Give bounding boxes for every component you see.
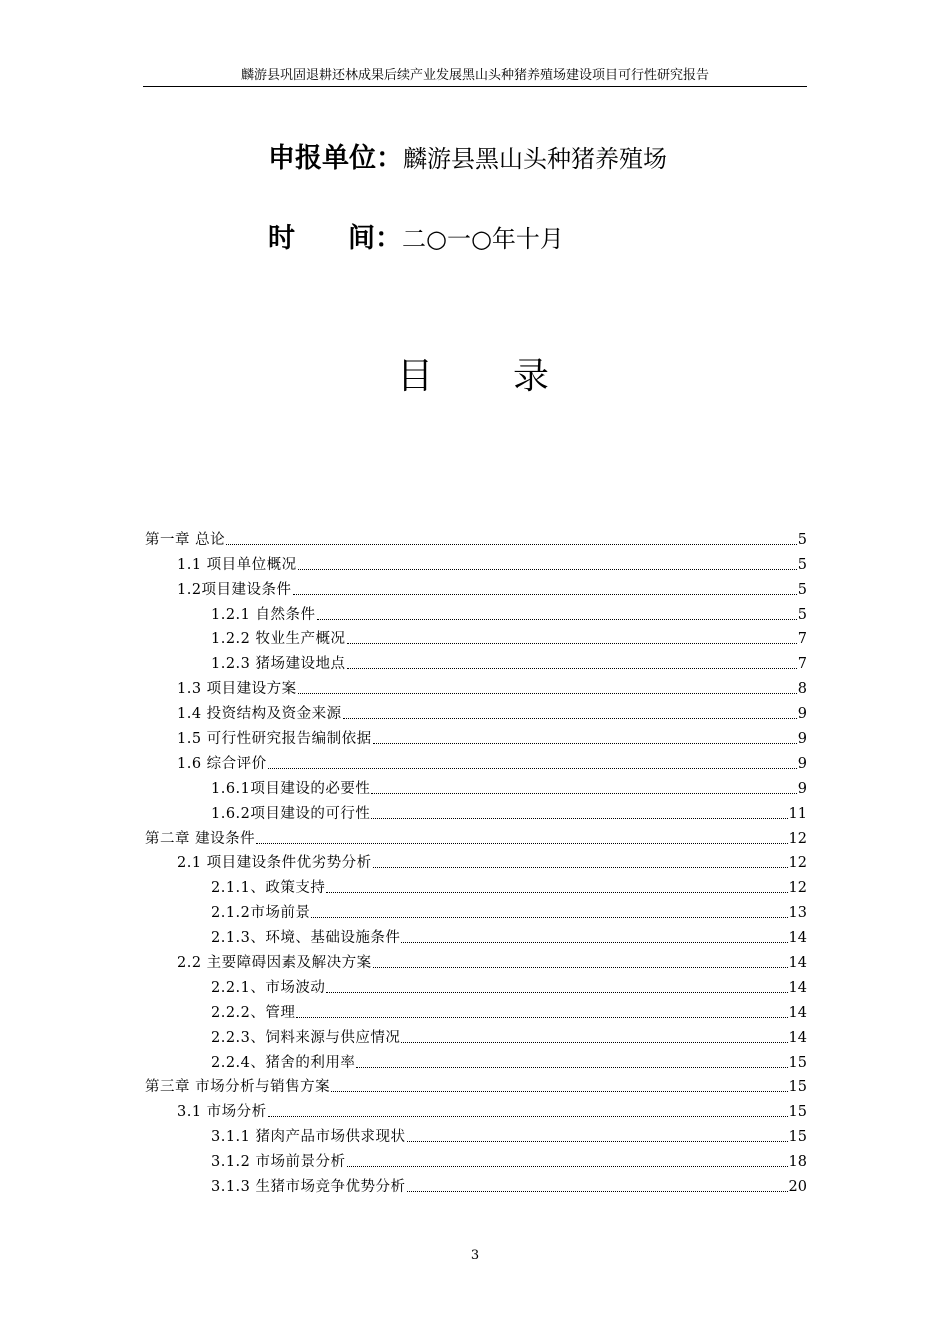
toc-entry[interactable]: 1.6.2项目建设的可行性 11 — [211, 805, 807, 822]
table-of-contents — [145, 525, 807, 1197]
toc-heading — [397, 348, 549, 399]
toc-entry[interactable]: 2.2.4、猪舍的利用率 15 — [211, 1054, 807, 1071]
running-header: 麟游县巩固退耕还林成果后续产业发展黑山头种猪养殖场建设项目可行性研究报告 — [143, 66, 807, 87]
toc-entry[interactable]: 3.1.2 市场前景分析 18 — [211, 1154, 807, 1171]
toc-entry[interactable]: 2.1.1、政策支持 12 — [211, 880, 807, 897]
date-line — [268, 216, 564, 255]
applicant-value: 麟游县黑山头种猪养殖场 — [403, 145, 667, 173]
toc-entry[interactable]: 1.6 综合评价 9 — [177, 755, 807, 772]
toc-entry[interactable]: 第一章 总论 5 — [145, 531, 807, 548]
toc-entry[interactable]: 2.1.3、环境、基础设施条件 14 — [211, 930, 807, 947]
toc-entry[interactable]: 1.2.2 牧业生产概况 7 — [211, 631, 807, 648]
toc-heading-char1: 目 — [397, 356, 434, 397]
date-label-char2: 间： — [348, 223, 402, 254]
toc-entry[interactable]: 第二章 建设条件 12 — [145, 830, 807, 847]
toc-entry[interactable]: 2.2.1、市场波动 14 — [211, 979, 807, 996]
applicant-label: 申报单位： — [268, 143, 403, 174]
toc-entry[interactable]: 1.2.3 猪场建设地点 7 — [211, 656, 807, 673]
toc-entry[interactable]: 1.6.1项目建设的必要性 9 — [211, 780, 807, 797]
date-label — [268, 216, 402, 255]
toc-entry[interactable]: 1.3 项目建设方案 8 — [177, 681, 807, 698]
toc-entry[interactable]: 1.1 项目单位概况 5 — [177, 556, 807, 573]
toc-entry[interactable]: 1.5 可行性研究报告编制依据 9 — [177, 731, 807, 748]
toc-entry[interactable]: 2.2 主要障碍因素及解决方案 14 — [177, 955, 807, 972]
date-value: 二○一○年十月 — [402, 225, 564, 253]
toc-entry[interactable]: 第三章 市场分析与销售方案 15 — [145, 1079, 807, 1096]
toc-entry[interactable]: 2.1.2市场前景 13 — [211, 905, 807, 922]
toc-entry[interactable]: 2.1 项目建设条件优劣势分析 12 — [177, 855, 807, 872]
toc-heading-char2: 录 — [513, 356, 550, 397]
toc-entry[interactable]: 2.2.3、饲料来源与供应情况 14 — [211, 1029, 807, 1046]
toc-entry[interactable]: 1.2.1 自然条件 5 — [211, 606, 807, 623]
toc-entry[interactable]: 1.2项目建设条件 5 — [177, 581, 807, 598]
page-number: 3 — [470, 1248, 480, 1263]
applicant-line — [268, 136, 667, 175]
toc-entry[interactable]: 2.2.2、管理 14 — [211, 1004, 807, 1021]
date-label-char1: 时 — [268, 223, 295, 254]
toc-entry[interactable]: 1.4 投资结构及资金来源 9 — [177, 706, 807, 723]
toc-entry[interactable]: 3.1.1 猪肉产品市场供求现状 15 — [211, 1129, 807, 1146]
toc-entry[interactable]: 3.1.3 生猪市场竞争优势分析 20 — [211, 1179, 807, 1196]
toc-entry[interactable]: 3.1 市场分析 15 — [177, 1104, 807, 1121]
